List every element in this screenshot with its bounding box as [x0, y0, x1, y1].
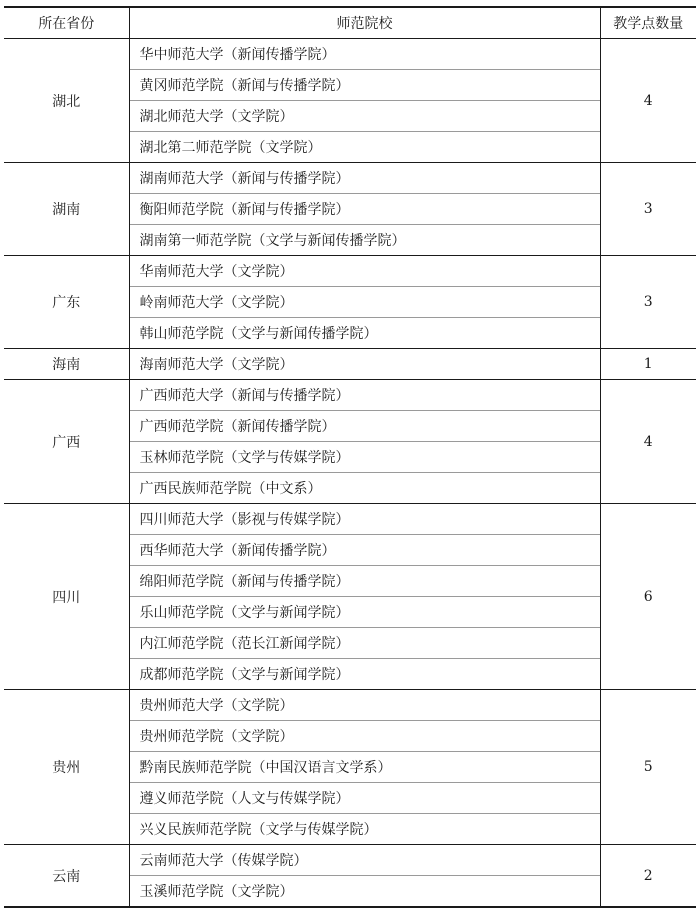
schools-table	[4, 6, 696, 908]
count-cell: 6	[600, 504, 696, 690]
school-cell: 贵州师范大学（文学院）	[129, 690, 600, 721]
table-row	[4, 39, 696, 70]
school-cell: 兴义民族师范学院（文学与传媒学院）	[129, 814, 600, 845]
count-cell: 3	[600, 163, 696, 256]
table-row	[4, 504, 696, 535]
province-cell: 云南	[4, 845, 129, 908]
province-cell: 四川	[4, 504, 129, 690]
school-cell: 华中师范大学（新闻传播学院）	[129, 39, 600, 70]
school-cell: 湖北第二师范学院（文学院）	[129, 132, 600, 163]
table-body	[4, 39, 696, 908]
table-row	[4, 349, 696, 380]
school-cell: 湖南第一师范学院（文学与新闻传播学院）	[129, 225, 600, 256]
table-row	[4, 690, 696, 721]
school-cell: 华南师范大学（文学院）	[129, 256, 600, 287]
school-cell: 广西师范学院（新闻传播学院）	[129, 411, 600, 442]
count-cell: 1	[600, 349, 696, 380]
school-cell: 广西民族师范学院（中文系）	[129, 473, 600, 504]
count-cell: 2	[600, 845, 696, 908]
school-cell: 西华师范大学（新闻传播学院）	[129, 535, 600, 566]
province-cell: 湖北	[4, 39, 129, 163]
count-cell: 4	[600, 380, 696, 504]
school-cell: 贵州师范学院（文学院）	[129, 721, 600, 752]
header-school: 师范院校	[129, 7, 600, 39]
count-cell: 3	[600, 256, 696, 349]
school-cell: 内江师范学院（范长江新闻学院）	[129, 628, 600, 659]
school-cell: 玉林师范学院（文学与传媒学院）	[129, 442, 600, 473]
school-cell: 岭南师范大学（文学院）	[129, 287, 600, 318]
table-row	[4, 163, 696, 194]
school-cell: 乐山师范学院（文学与新闻学院）	[129, 597, 600, 628]
province-cell: 海南	[4, 349, 129, 380]
header-row	[4, 7, 696, 39]
school-cell: 玉溪师范学院（文学院）	[129, 876, 600, 908]
school-cell: 韩山师范学院（文学与新闻传播学院）	[129, 318, 600, 349]
header-province: 所在省份	[4, 7, 129, 39]
school-cell: 绵阳师范学院（新闻与传播学院）	[129, 566, 600, 597]
school-cell: 成都师范学院（文学与新闻学院）	[129, 659, 600, 690]
school-cell: 黔南民族师范学院（中国汉语言文学系）	[129, 752, 600, 783]
table-row	[4, 380, 696, 411]
province-cell: 贵州	[4, 690, 129, 845]
school-cell: 湖北师范大学（文学院）	[129, 101, 600, 132]
table-row	[4, 845, 696, 876]
school-cell: 四川师范大学（影视与传媒学院）	[129, 504, 600, 535]
school-cell: 广西师范大学（新闻与传播学院）	[129, 380, 600, 411]
table-header	[4, 7, 696, 39]
school-cell: 遵义师范学院（人文与传媒学院）	[129, 783, 600, 814]
school-cell: 海南师范大学（文学院）	[129, 349, 600, 380]
province-cell: 广西	[4, 380, 129, 504]
province-cell: 湖南	[4, 163, 129, 256]
school-cell: 衡阳师范学院（新闻与传播学院）	[129, 194, 600, 225]
header-count: 教学点数量	[600, 7, 696, 39]
table-row	[4, 256, 696, 287]
count-cell: 4	[600, 39, 696, 163]
count-cell: 5	[600, 690, 696, 845]
school-cell: 黄冈师范学院（新闻与传播学院）	[129, 70, 600, 101]
province-cell: 广东	[4, 256, 129, 349]
school-cell: 湖南师范大学（新闻与传播学院）	[129, 163, 600, 194]
school-cell: 云南师范大学（传媒学院）	[129, 845, 600, 876]
